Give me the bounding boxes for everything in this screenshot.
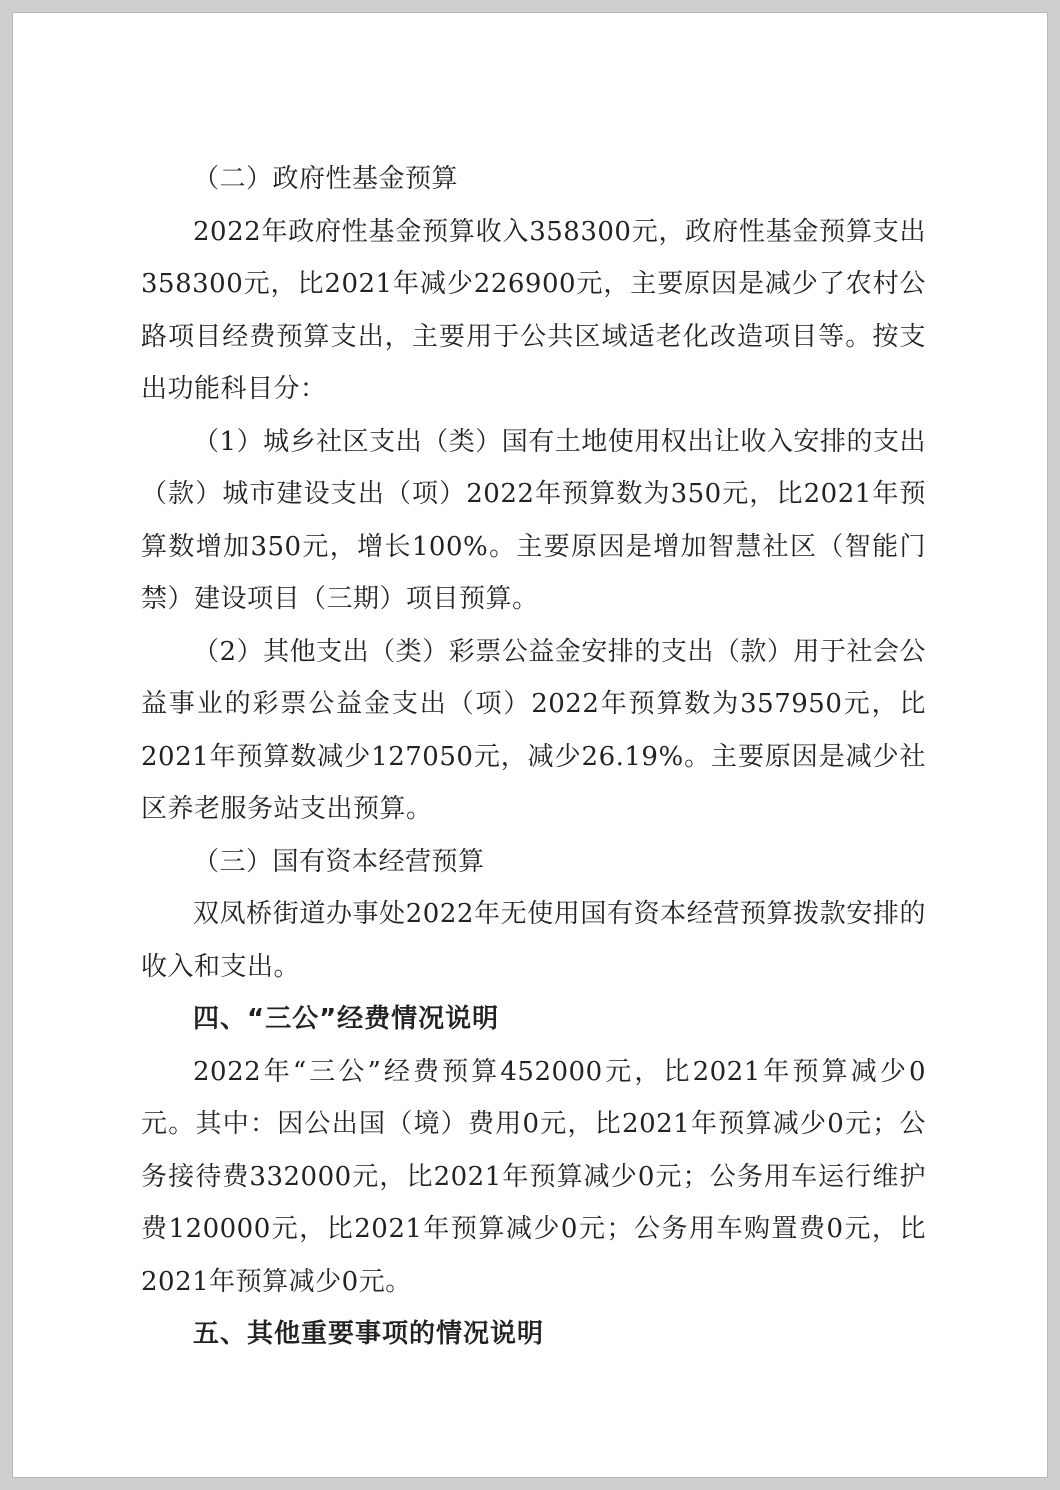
paragraph-government-fund-summary: 2022年政府性基金预算收入358300元，政府性基金预算支出358300元，比2021年减少226900元，主要原因是减少了农村公路项目经费预算支出，主要用于公共区域适老化改造项目等。按支出功能科目分：	[141, 216, 926, 404]
paragraph-state-capital-summary: 双凤桥街道办事处2022年无使用国有资本经营预算拨款安排的收入和支出。	[141, 899, 926, 982]
paragraph-three-public-expenses: 2022年“三公”经费预算452000元，比2021年预算减少0元。其中：因公出国（境）费用0元，比2021年预算减少0元；公务接待费332000元，比2021年预算减少0元；公务用车运行维护费120000元，比2021年预算减少0元；公务用车购置费0元，比2021年预算减少0元。	[141, 1056, 926, 1297]
document-body	[141, 153, 926, 1361]
document-page	[12, 12, 1048, 1478]
paragraph-urban-rural-expenditure: （1）城乡社区支出（类）国有土地使用权出让收入安排的支出（款）城市建设支出（项）2022年预算数为350元，比2021年预算数增加350元，增长100%。主要原因是增加智慧社区（智能门禁）建设项目（三期）项目预算。	[141, 426, 926, 614]
subheading-government-fund-budget: （二）政府性基金预算	[193, 164, 459, 194]
heading-three-public-expenses: 四、“三公”经费情况说明	[193, 1004, 500, 1034]
heading-other-important-matters: 五、其他重要事项的情况说明	[193, 1319, 545, 1349]
subheading-state-capital-budget: （三）国有资本经营预算	[193, 846, 485, 877]
paragraph-other-expenditure: （2）其他支出（类）彩票公益金安排的支出（款）用于社会公益事业的彩票公益金支出（项）2022年预算数为357950元，比2021年预算数减少127050元，减少26.19%。主要原因是减少社区养老服务站支出预算。	[141, 636, 926, 824]
